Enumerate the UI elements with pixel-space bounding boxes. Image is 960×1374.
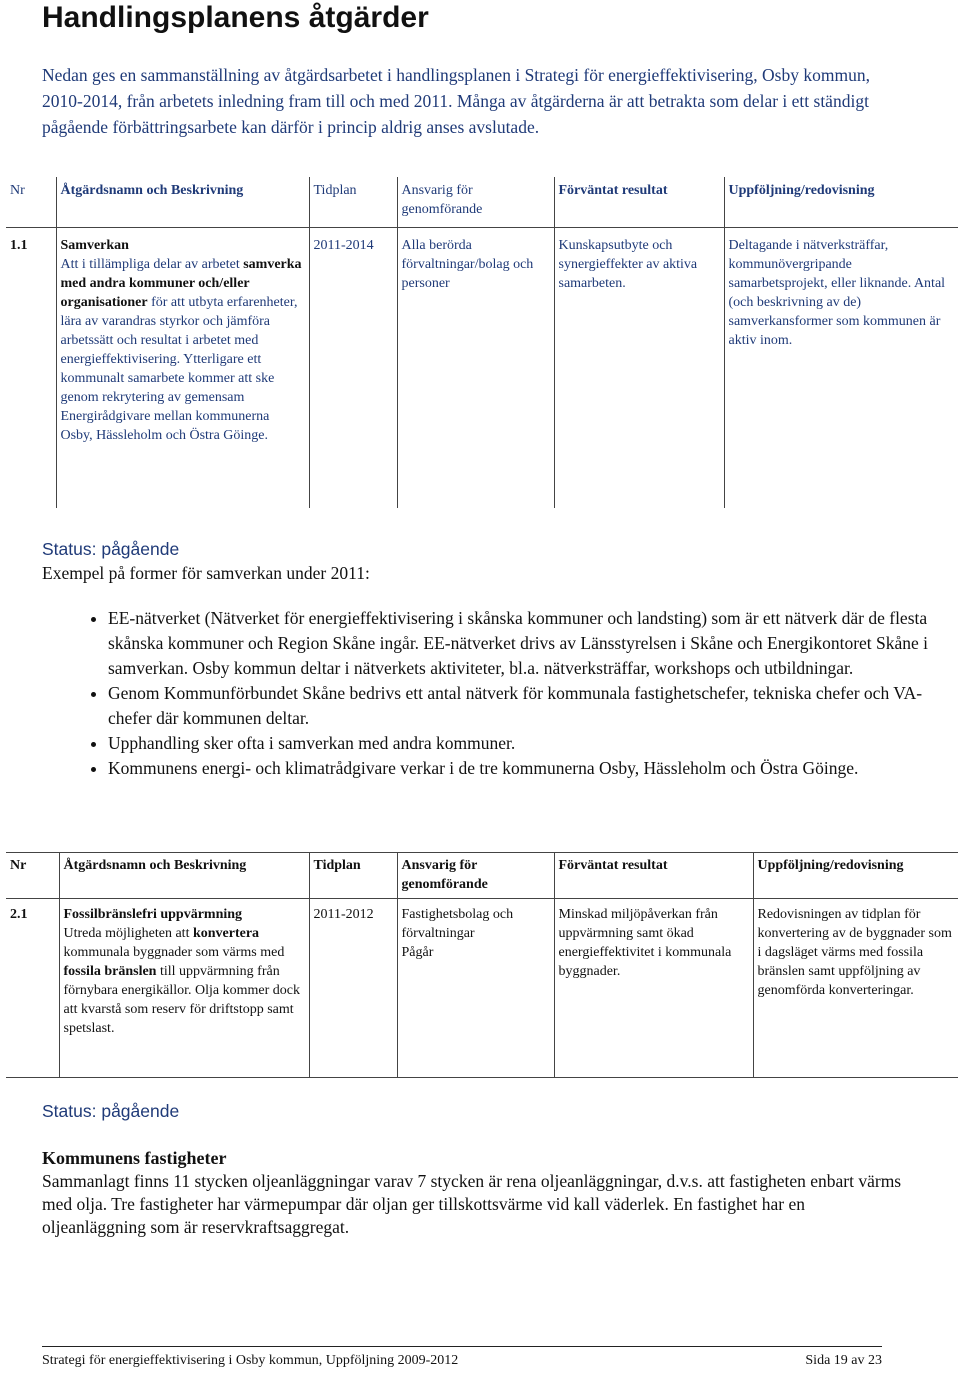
row-responsible: Alla berörda förvaltningar/bolag och personer	[397, 228, 554, 509]
desc-emphasis: samverka med andra kommuner och/eller organisationer	[60, 257, 302, 310]
row-time: 2011-2014	[309, 228, 397, 509]
row-responsible	[397, 899, 554, 1078]
examples-list	[68, 606, 938, 781]
row-result: Kunskapsutbyte och synergieffekter av aktiva samarbeten.	[554, 228, 724, 509]
action-table-2	[6, 852, 958, 1078]
header-followup: Uppföljning/redovisning	[724, 177, 958, 228]
table-row	[6, 228, 958, 509]
desc-part: kommunala byggnader som värms med	[63, 945, 285, 960]
row-followup: Deltagande i nätverksträffar, kommunövergripande samarbetsprojekt, eller liknande. Antal (och beskrivning av de) samverkansformer som kommunen är aktiv inom.	[724, 228, 958, 509]
table-row	[6, 899, 958, 1078]
list-item: • EE-nätverket (Nätverket för energieffektivisering i skånska kommuner och landsting) som är ett nätverk där de flesta skånska kommuner och Region Skåne ingår. EE-nätverket drivs av Länsstyrelsen i Skåne och Energikontoret Skåne i samverkan. Osby kommun deltar i nätverkets aktiviteter, bl.a. nätverksträffar, workshops och utbildningar.	[108, 606, 938, 681]
row-description-cell	[59, 899, 309, 1078]
progress-text: Pågår	[401, 945, 434, 960]
row-description-cell	[56, 228, 309, 509]
header-followup: Uppföljning/redovisning	[753, 853, 958, 899]
row-time: 2011-2012	[309, 899, 397, 1078]
status-line: Status: pågående	[42, 1101, 180, 1121]
responsible-text: Fastighetsbolag och förvaltningar	[401, 907, 514, 941]
section-paragraph: Sammanlagt finns 11 stycken oljeanläggningar varav 7 stycken är rena oljeanläggningar, d.v.s. att fastigheten enbart värms med olja. Tre fastigheter har värmepumpar där oljan ger tillskottsvärme vid kall väderlek. En fastighet har en oljeanläggning som är reservkraftsaggregat.	[42, 1171, 902, 1237]
list-item: • Kommunens energi- och klimatrådgivare verkar i de tre kommunerna Osby, Hässleholm och Östra Göinge.	[108, 756, 938, 781]
desc-emphasis: fossila bränslen	[63, 964, 157, 979]
header-time: Tidplan	[309, 177, 397, 228]
header-responsible: Ansvarig för genomförande	[397, 177, 554, 228]
list-item: • Upphandling sker ofta i samverkan med andra kommuner.	[108, 731, 938, 756]
footer-document-title: Strategi för energieffektivisering i Osby kommun, Uppföljning 2009-2012	[42, 1353, 459, 1368]
intro-paragraph: Nedan ges en sammanställning av åtgärdsarbetet i handlingsplanen i Strategi för energieffektivisering, Osby kommun, 2010-2014, från arbetets inledning fram till och med 2011. Många av åtgärderna är att betrakta som delar i ett ständigt pågående förbättringsarbete kan därför i princip aldrig anses avslutade.	[42, 65, 870, 137]
page-number: Sida 19 av 23	[805, 1353, 882, 1368]
header-name: Åtgärdsnamn och Beskrivning	[59, 853, 309, 899]
header-time: Tidplan	[309, 853, 397, 899]
section-heading: Kommunens fastigheter	[42, 1148, 227, 1168]
header-name: Åtgärdsnamn och Beskrivning	[56, 177, 309, 228]
row-nr: 2.1	[6, 899, 59, 1078]
desc-emphasis: konvertera	[192, 926, 260, 941]
header-responsible: Ansvarig för genomförande	[397, 853, 554, 899]
desc-part: Att i tillämpliga delar av arbetet	[60, 257, 244, 272]
desc-part: för att utbyta erfarenheter, lära av varandras styrkor och jämföra arbetssätt och resultat i arbetet med energieffektivisering. Ytterligare ett kommunalt samarbete kommer att ske genom rekrytering av gemensam Energirådgivare mellan kommunerna Osby, Hässleholm och Östra Göinge.	[60, 295, 298, 443]
row-followup: Redovisningen av tidplan för konvertering av de byggnader som i dagsläget värms med fossila bränslen samt uppföljning av genomförda konverteringar.	[753, 899, 958, 1078]
examples-title: Exempel på former för samverkan under 2011:	[42, 563, 370, 583]
row-result: Minskad miljöpåverkan från uppvärmning samt ökad energieffektivitet i kommunala byggnader.	[554, 899, 753, 1078]
action-table-1	[6, 177, 958, 508]
page-footer	[42, 1346, 882, 1370]
header-nr: Nr	[10, 858, 27, 873]
page-title: Handlingsplanens åtgärder	[42, 1, 429, 34]
action-name: Samverkan	[60, 238, 129, 253]
status-line: Status: pågående	[42, 539, 180, 559]
list-item: • Genom Kommunförbundet Skåne bedrivs ett antal nätverk för kommunala fastighetschefer, tekniska chefer och VA-chefer där kommunen deltar.	[108, 681, 938, 731]
header-result: Förväntat resultat	[554, 177, 724, 228]
row-nr: 1.1	[6, 228, 56, 509]
header-result: Förväntat resultat	[554, 853, 753, 899]
desc-part: till uppvärmning från förnybara energikällor. Olja kommer dock att kvarstå som reserv för driftstopp samt spetslast.	[63, 964, 300, 1036]
header-nr: Nr	[10, 183, 25, 198]
table-header-row	[6, 177, 958, 228]
action-name: Fossilbränslefri uppvärmning	[63, 907, 243, 922]
table-header-row	[6, 853, 958, 899]
desc-part: Utreda möjligheten att	[63, 926, 193, 941]
